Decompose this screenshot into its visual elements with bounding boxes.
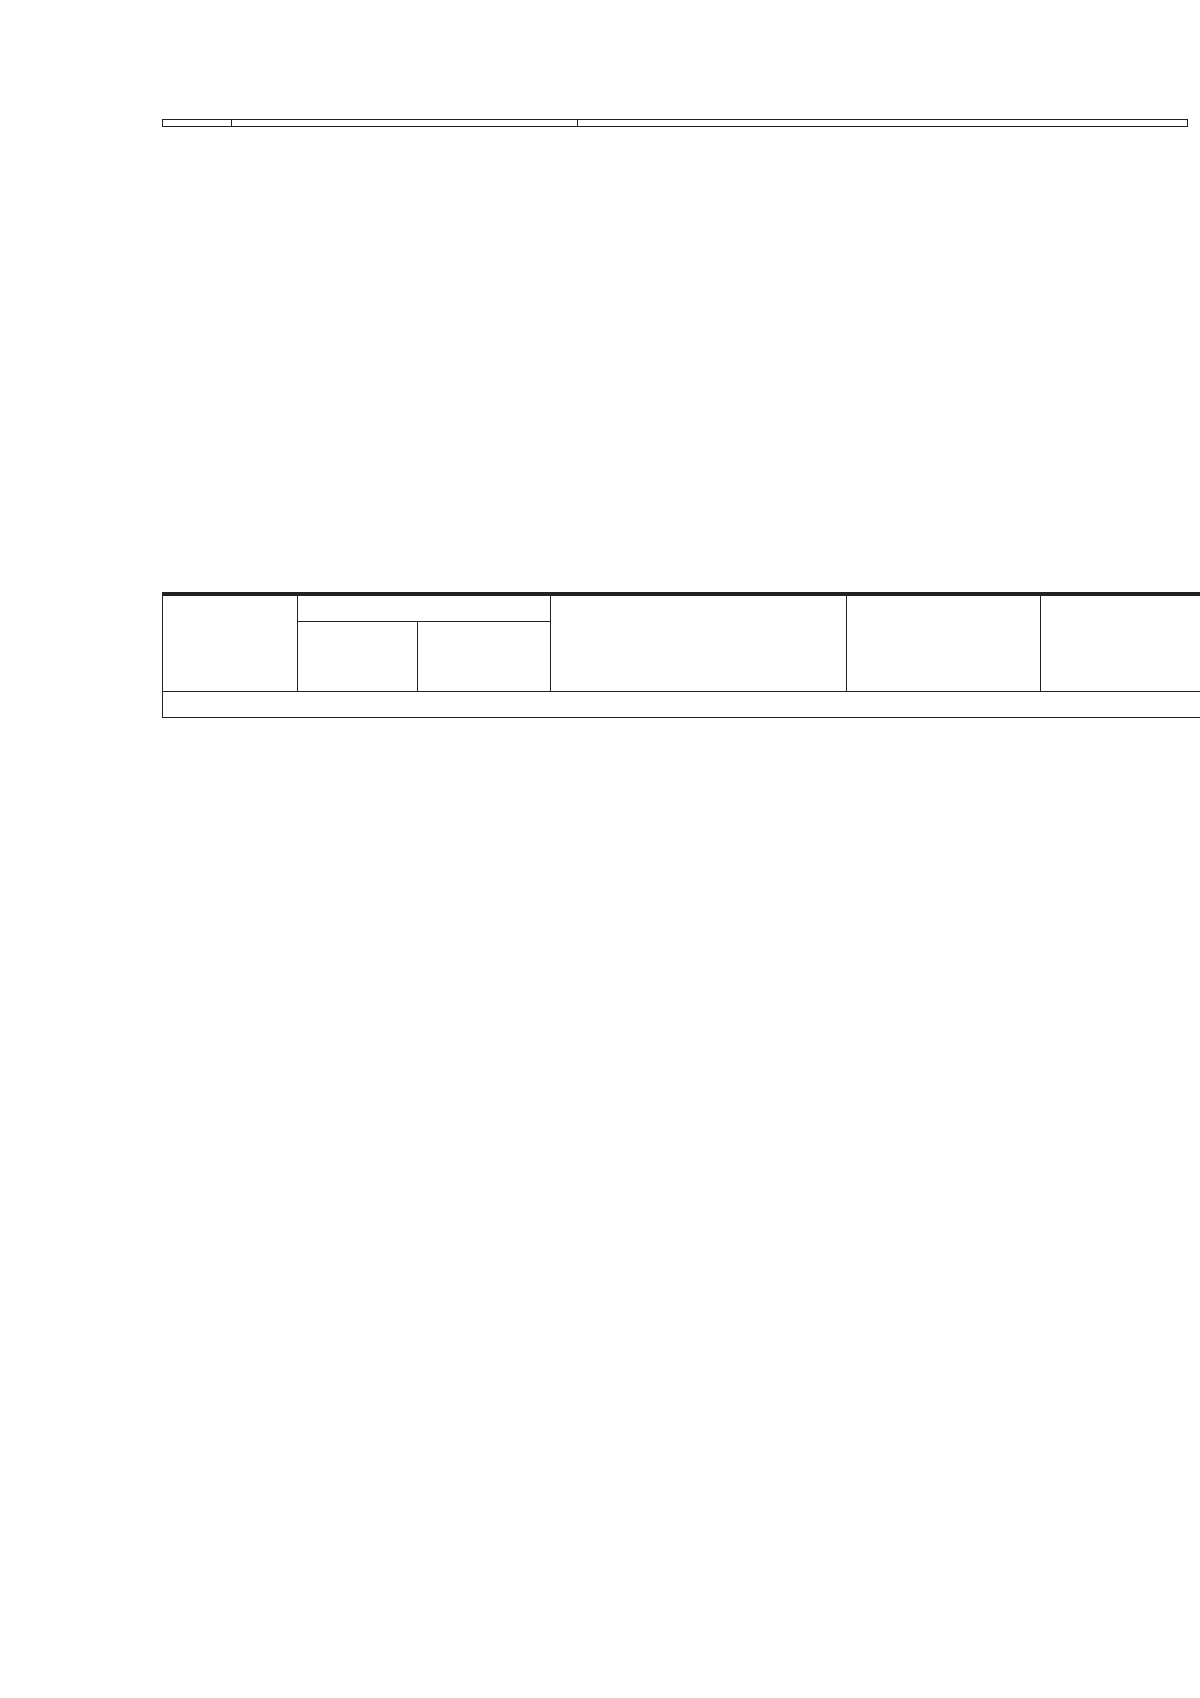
header-designation (163, 596, 298, 692)
header-y (418, 622, 551, 692)
empty-cell (232, 120, 578, 127)
boundary-points-table (162, 592, 1200, 718)
header-coordinates (298, 596, 551, 622)
boundary-description-table (162, 119, 1188, 127)
header-method (551, 596, 847, 692)
header-error (847, 596, 1041, 692)
boundary-description-cell (578, 120, 1188, 127)
header-description (1041, 596, 1200, 692)
header-x (298, 622, 418, 692)
empty-cell (163, 120, 232, 127)
plot-label (163, 692, 1200, 718)
